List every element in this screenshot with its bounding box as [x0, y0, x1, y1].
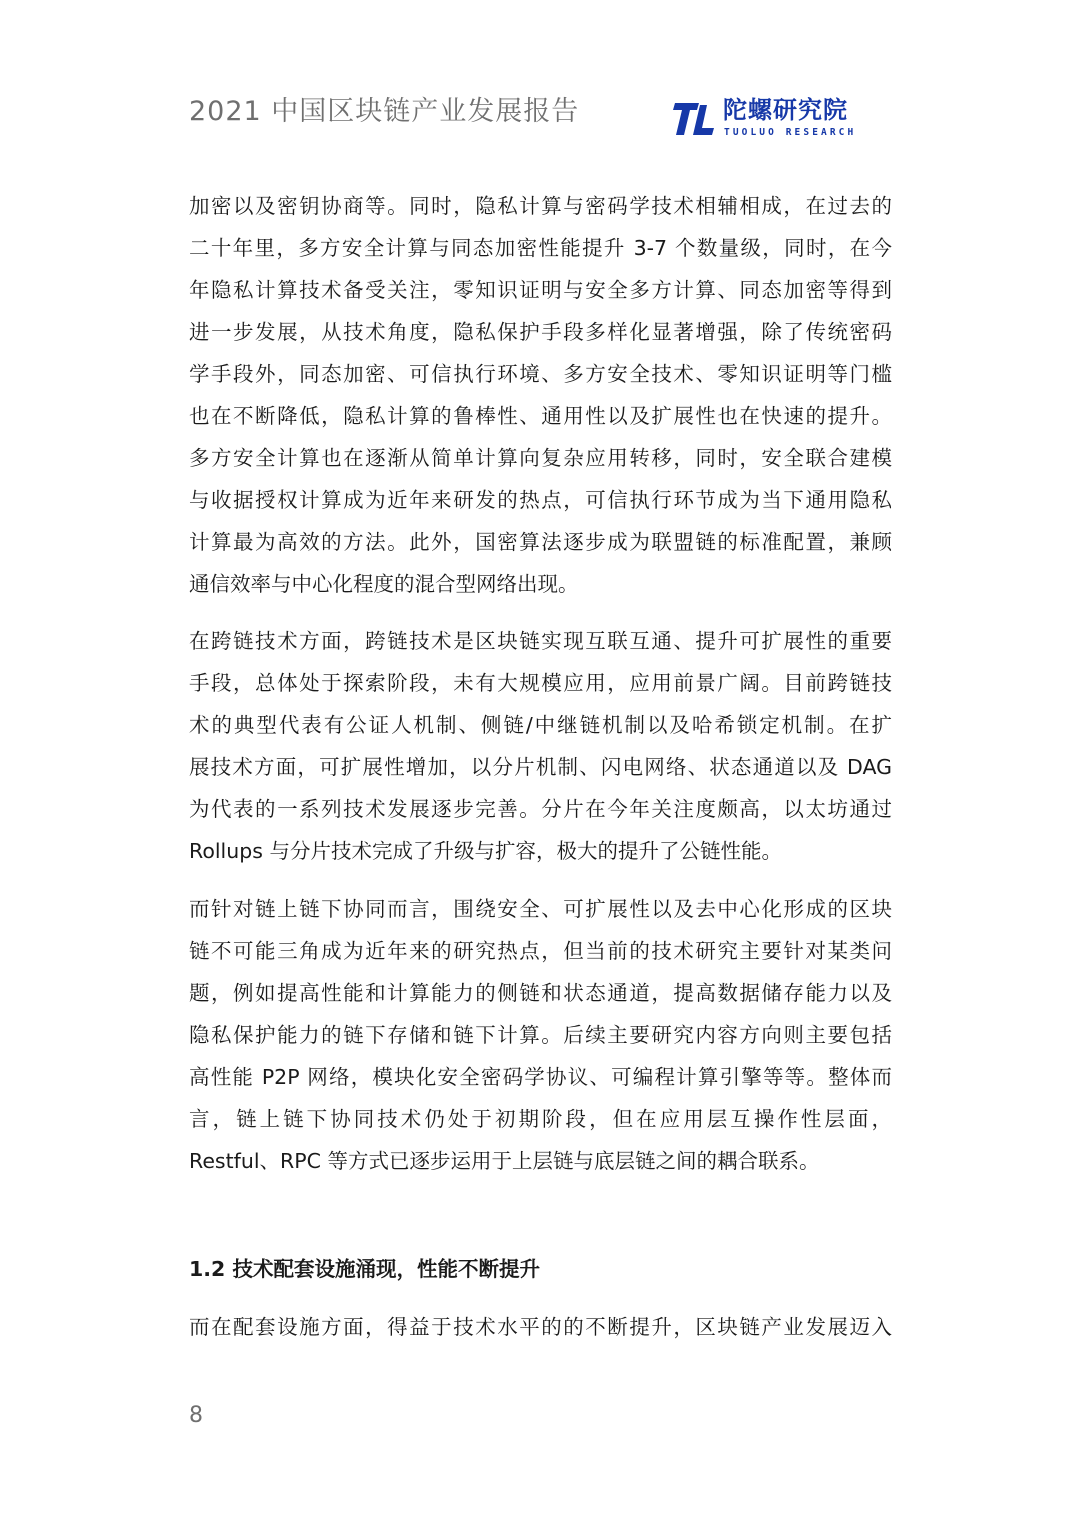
section-heading: 1.2 技术配套设施涌现，性能不断提升 — [189, 1257, 540, 1281]
paragraph-privacy-computing — [189, 185, 892, 605]
logo-mark-icon — [673, 101, 715, 137]
text-line: 题，例如提高性能和计算能力的侧链和状态通道，提高数据储存能力以及 — [189, 981, 892, 1005]
text-line: 计算最为高效的方法。此外，国密算法逐步成为联盟链的标准配置，兼顾 — [189, 530, 892, 554]
text-line: 多方安全计算也在逐渐从简单计算向复杂应用转移，同时，安全联合建模 — [189, 446, 892, 470]
tuoluo-logo — [673, 97, 873, 141]
text-line: 加密以及密钥协商等。同时，隐私计算与密码学技术相辅相成，在过去的 — [189, 194, 892, 218]
text-line: 进一步发展，从技术角度，隐私保护手段多样化显著增强，除了传统密码 — [189, 320, 892, 344]
text-line: 而在配套设施方面，得益于技术水平的的不断提升，区块链产业发展迈入 — [189, 1315, 892, 1339]
text-line: 在跨链技术方面，跨链技术是区块链实现互联互通、提升可扩展性的重要 — [189, 629, 892, 653]
text-line: 而针对链上链下协同而言，围绕安全、可扩展性以及去中心化形成的区块 — [189, 897, 892, 921]
text-line: 隐私保护能力的链下存储和链下计算。后续主要研究内容方向则主要包括 — [189, 1023, 892, 1047]
text-line: 链不可能三角成为近年来的研究热点，但当前的技术研究主要针对某类问 — [189, 939, 892, 963]
text-line: Rollups 与分片技术完成了升级与扩容，极大的提升了公链性能。 — [189, 839, 782, 863]
logo-text-en: TUOLUO RESEARCH — [724, 127, 857, 138]
text-line: 二十年里，多方安全计算与同态加密性能提升 3-7 个数量级，同时，在今 — [189, 236, 892, 260]
paragraph-cross-chain — [189, 620, 892, 872]
text-line: 也在不断降低，隐私计算的鲁棒性、通用性以及扩展性也在快速的提升。 — [189, 404, 892, 428]
text-line: 手段，总体处于探索阶段，未有大规模应用，应用前景广阔。目前跨链技 — [189, 671, 892, 695]
text-line: 学手段外，同态加密、可信执行环境、多方安全技术、零知识证明等门槛 — [189, 362, 892, 386]
text-line: 通信效率与中心化程度的混合型网络出现。 — [189, 572, 579, 596]
text-line: 与收据授权计算成为近年来研发的热点，可信执行环节成为当下通用隐私 — [189, 488, 892, 512]
text-line: Restful、RPC 等方式已逐步运用于上层链与底层链之间的耦合联系。 — [189, 1149, 820, 1173]
report-title: 2021 中国区块链产业发展报告 — [189, 96, 580, 127]
text-line: 术的典型代表有公证人机制、侧链/中继链机制以及哈希锁定机制。在扩 — [189, 713, 892, 737]
page-number: 8 — [189, 1403, 203, 1428]
logo-text-cn: 陀螺研究院 — [723, 96, 848, 124]
text-line: 高性能 P2P 网络，模块化安全密码学协议、可编程计算引擎等等。整体而 — [189, 1065, 892, 1089]
paragraph-infrastructure — [189, 1306, 892, 1348]
paragraph-on-off-chain — [189, 888, 892, 1182]
text-line: 年隐私计算技术备受关注，零知识证明与安全多方计算、同态加密等得到 — [189, 278, 892, 302]
text-line: 为代表的一系列技术发展逐步完善。分片在今年关注度颇高，以太坊通过 — [189, 797, 892, 821]
text-line: 言，链上链下协同技术仍处于初期阶段，但在应用层互操作性层面， — [189, 1107, 892, 1131]
text-line: 展技术方面，可扩展性增加，以分片机制、闪电网络、状态通道以及 DAG — [189, 755, 892, 779]
